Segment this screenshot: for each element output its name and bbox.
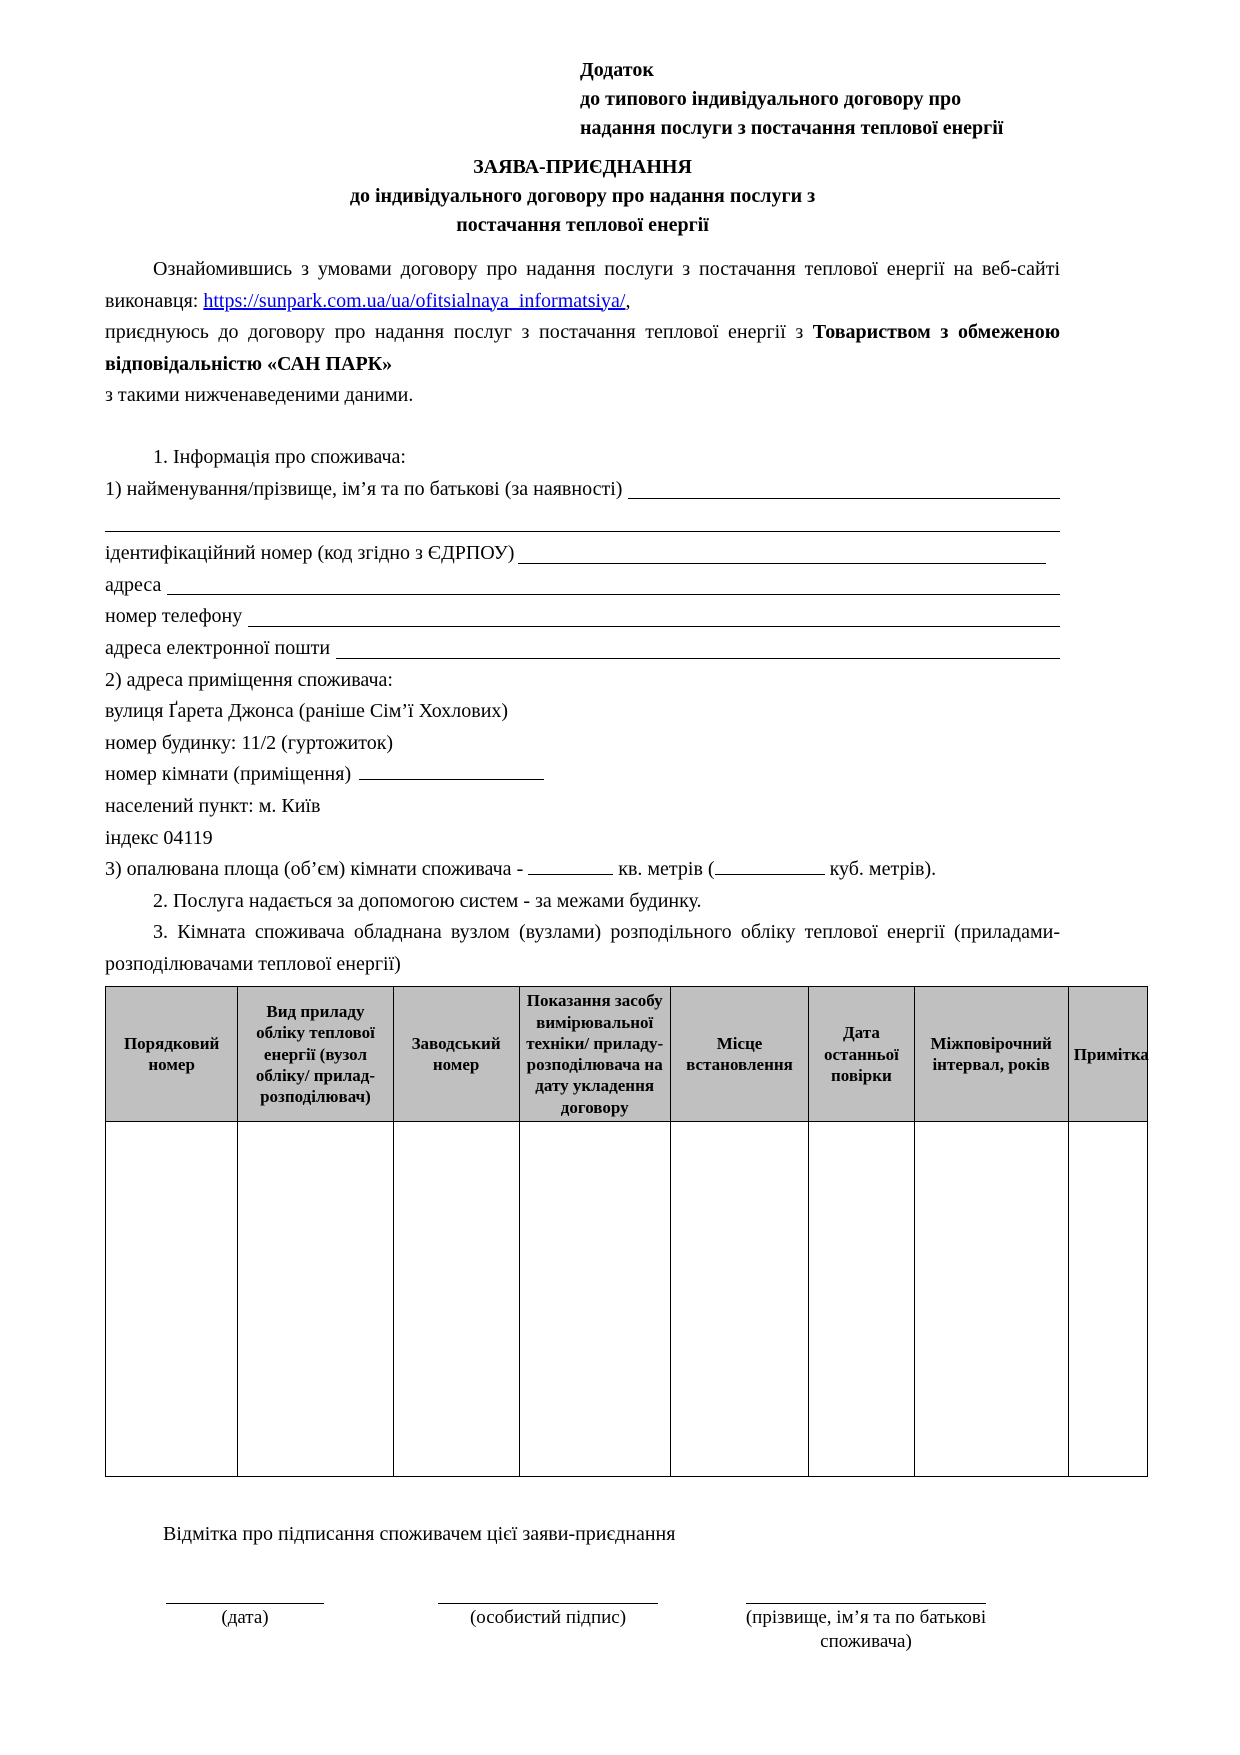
intro-text-3: з такими нижченаведеними даними. [105,384,414,407]
premises-heading: 2) адреса приміщення споживача: [105,668,393,691]
premises-street: вулиця Ґарета Джонса (раніше Сім’ї Хохлових) [105,700,509,723]
table-cell [238,1121,393,1476]
blank-line [715,862,825,875]
blank-line [105,505,1060,532]
table-header-row [106,987,1148,1122]
signature-row [165,1603,1060,1655]
table-cell [670,1121,809,1476]
table-row [106,1121,1148,1476]
col-header-ordinal-number: Порядковий номер [106,987,238,1122]
provider-website-link[interactable]: https://sunpark.com.ua/ua/ofitsialnaya_informatsiya/ [203,289,626,312]
company-name: Товариством з обмеженою відповідальністю «САН ПАРК» [105,321,1060,375]
blank-line [628,498,1060,499]
intro-text-2: приєднуюсь до договору про надання послуг з постачання теплової енергії з [105,321,813,344]
field-consumer-name [105,474,1060,506]
blank-line [248,626,1060,627]
intro-comma: , [625,289,631,312]
col-header-meter-reading: Показання засобу вимірювальної техніки/ приладу-розподілювача на дату укладення договору [519,987,670,1122]
col-header-note: Примітка [1068,987,1147,1122]
room-number-label: номер кімнати (приміщення) [105,763,352,786]
section-1-heading: 1. Інформація про споживача: [153,445,406,468]
email-label: адреса електронної пошти [105,636,331,659]
premises-city: населений пункт: м. Київ [105,794,321,817]
phone-label: номер телефону [105,605,243,628]
heated-area-units-sq: кв. метрів ( [618,858,715,881]
field-heated-area [105,854,1060,886]
meters-table [105,986,1148,1477]
premises-postcode: індекс 04119 [105,826,213,849]
table-cell [519,1121,670,1476]
field-phone [105,601,1060,633]
table-cell [106,1121,238,1476]
blank-line [528,862,613,875]
premises-building: номер будинку: 11/2 (гуртожиток) [105,731,394,754]
signature-date-line [166,1603,324,1604]
signature-personal-caption: (особистий підпис) [469,1606,627,1628]
col-header-verification-interval: Міжповірочний інтервал, років [914,987,1068,1122]
intro-paragraph [105,254,1060,412]
signature-personal-line [438,1603,658,1604]
table-cell [1068,1121,1147,1476]
signing-note: Відмітка про підписання споживачем цієї заяви-приєднання [163,1522,676,1545]
signature-date-caption: (дата) [221,1606,269,1628]
field-room-number [105,759,1060,791]
signature-date-block [165,1603,325,1631]
title-line-1: ЗАЯВА-ПРИЄДНАННЯ [473,156,692,178]
annex-line-1: Додаток [580,59,654,81]
blank-line [336,658,1060,659]
consumer-name-label: 1) найменування/прізвище, ім’я та по батькові (за наявності) [105,477,623,500]
blank-line [359,767,544,780]
field-address [105,570,1060,602]
title-line-3: постачання теплової енергії [456,214,709,236]
field-email [105,633,1060,665]
col-header-installation-place: Місце встановлення [670,987,809,1122]
table-cell [914,1121,1068,1476]
table-cell [393,1121,519,1476]
signature-fullname-line [746,1603,986,1604]
signature-fullname-block [735,1603,997,1655]
col-header-factory-number: Заводський номер [393,987,519,1122]
blank-line [518,563,1046,564]
id-number-label: ідентифікаційний номер (код згідно з ЄДРПОУ) [105,542,515,565]
title-line-2: до індивідуального договору про надання послуги з [349,185,816,207]
signature-personal-block [437,1603,659,1631]
heated-area-label: 3) опалювана площа (об’єм) кімнати споживача - [105,858,524,881]
col-header-last-verification-date: Дата останньої повірки [809,987,914,1122]
col-header-meter-type: Вид приладу обліку теплової енергії (вузол обліку/ прилад-розподілювач) [238,987,393,1122]
section-3-text: 3. Кімната споживача обладнана вузлом (вузлами) розподільного обліку теплової енергії (приладами-розподілювачами теплової енергії) [105,921,1060,975]
table-cell [809,1121,914,1476]
document-title [105,153,1060,240]
annex-line-3: надання послуги з постачання теплової енергії [580,117,1004,139]
signature-fullname-caption: (прізвище, ім’я та по батькові споживача) [745,1606,987,1653]
annex-line-2: до типового індивідуального договору про [580,88,962,110]
address-label: адреса [105,573,162,596]
heated-area-units-cu: куб. метрів). [829,858,937,881]
field-id-number [105,538,1060,570]
intro-text-1: Ознайомившись з умовами договору про надання послуги з постачання теплової енергії на веб-сайті виконавця: [105,258,1060,312]
annex-note [580,56,1060,143]
blank-line [167,594,1060,595]
section-2-text: 2. Послуга надається за допомогою систем - за межами будинку. [153,889,702,912]
